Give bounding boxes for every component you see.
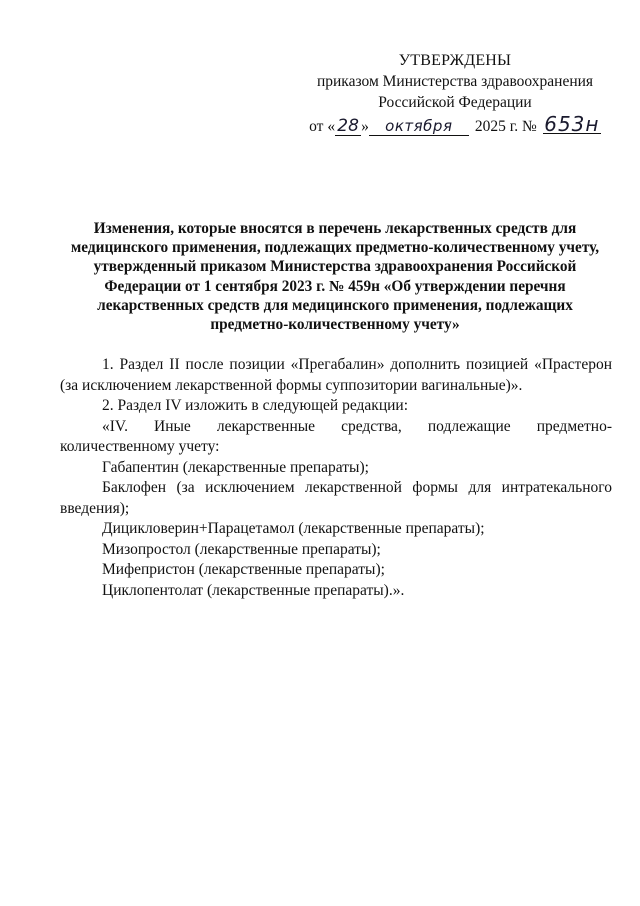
list-item: Баклофен (за исключением лекарственной формы для интратекального введения);	[60, 479, 612, 517]
list-item: Мифепристон (лекарственные препараты);	[102, 561, 385, 578]
paragraph-2: 2. Раздел IV изложить в следующей редакции:	[102, 397, 409, 414]
document-body	[60, 355, 612, 601]
approval-date-line	[300, 112, 610, 137]
approval-heading: УТВЕРЖДЕНЫ	[398, 52, 512, 69]
paragraph-3: «IV. Иные лекарственные средства, подлежащие предметно-количественному учету:	[60, 417, 612, 455]
approval-line-ministry: приказом Министерства здравоохранения	[316, 73, 594, 90]
list-item: Дицикловерин+Парацетамол (лекарственные препараты);	[102, 520, 485, 537]
list-item: Мизопростол (лекарственные препараты);	[102, 540, 381, 558]
approval-block	[300, 50, 610, 137]
handwritten-month: октября	[369, 117, 469, 136]
year-and-number-label: 2025 г. №	[474, 118, 537, 135]
handwritten-day: 28	[335, 117, 361, 136]
list-item: Циклопентолат (лекарственные препараты).».	[102, 581, 405, 599]
date-mid: »	[361, 118, 369, 135]
date-prefix: от «	[309, 118, 336, 135]
list-item: Габапентин (лекарственные препараты);	[102, 458, 369, 476]
document-title: Изменения, которые вносятся в перечень лекарственных средств для медицинского применения, подлежащих предметно-количественному учету, утвержденный приказом Министерства здравоохранения Российской Федерации от 1 сентября 2023 г. № 459н «Об утверждении перечня лекарственных средств для медицинского применения, подлежащих предметно-количественному учету»	[70, 220, 600, 334]
handwritten-order-number: 653н	[544, 112, 600, 136]
paragraph-1: 1. Раздел II после позиции «Прегабалин» дополнить позицией «Прастерон (за исключением лекарственной формы суппозитории вагинальные)».	[60, 356, 612, 394]
approval-line-federation: Российской Федерации	[378, 94, 532, 111]
